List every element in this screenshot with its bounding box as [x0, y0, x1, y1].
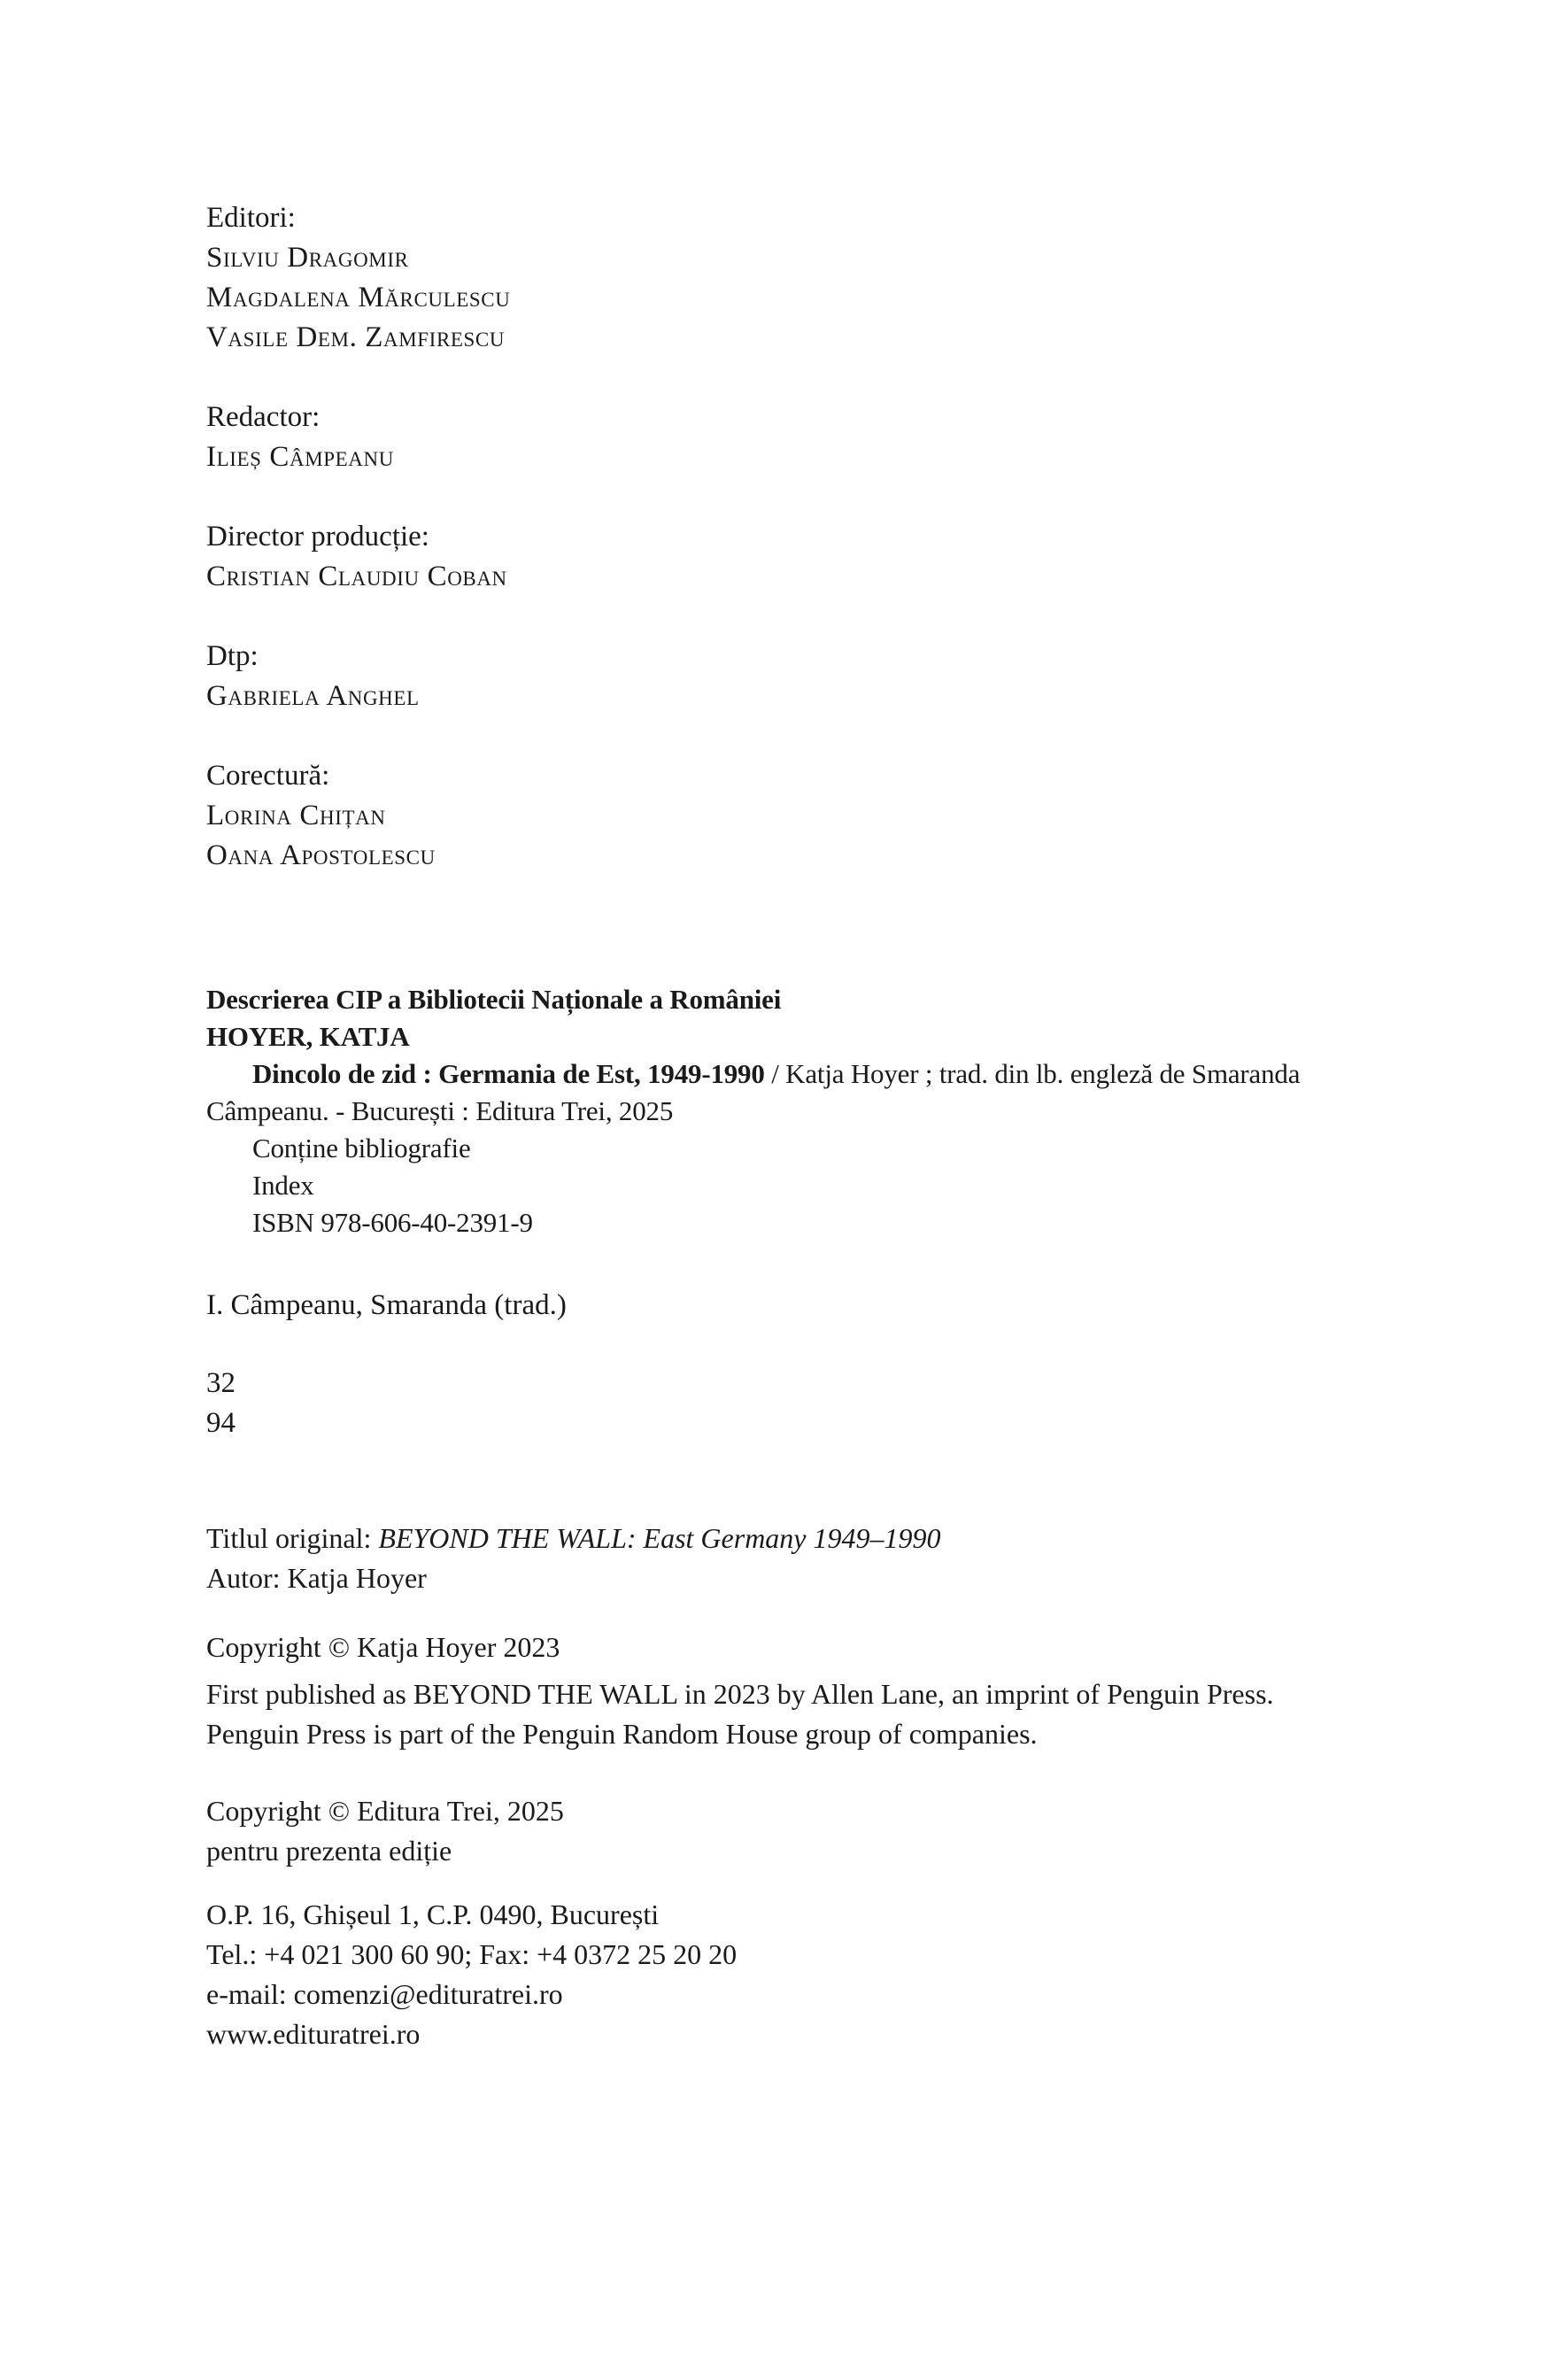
cip-title-rest: / Katja Hoyer ; trad. din lb. engleză de Smaranda — [764, 1058, 1301, 1089]
copyright-publisher-line: Copyright © Editura Trei, 2025 — [206, 1795, 564, 1827]
staff-role-label: Director producție: — [206, 521, 429, 553]
publisher-copyright-paragraph — [206, 1791, 1274, 1871]
staff-group-redactor — [206, 398, 510, 477]
original-title-text: BEYOND THE WALL: East Germany 1949–1990 — [378, 1522, 941, 1554]
publisher-email: e-mail: comenzi@edituratrei.ro — [206, 1978, 563, 2010]
cip-description-block — [206, 981, 1300, 1241]
first-published-line-2: Penguin Press is part of the Penguin Random House group of companies. — [206, 1718, 1038, 1750]
cip-class-code: 32 — [206, 1367, 236, 1399]
cip-title-line — [206, 1055, 1300, 1093]
cip-title-bold: Dincolo de zid : Germania de Est, 1949-1990 — [252, 1058, 765, 1089]
publisher-website: www.edituratrei.ro — [206, 2018, 421, 2050]
publisher-phone-fax: Tel.: +4 021 300 60 90; Fax: +4 0372 25 20 20 — [206, 1938, 738, 1970]
staff-name: Cristian Claudiu Coban — [206, 561, 507, 592]
copyright-author-line: Copyright © Katja Hoyer 2023 — [206, 1631, 560, 1663]
staff-role-label: Corectură: — [206, 760, 330, 792]
staff-name: Lorina Chițan — [206, 800, 386, 831]
cip-heading: Descrierea CIP a Bibliotecii Naționale a României — [206, 984, 782, 1015]
staff-role-label: Editori: — [206, 202, 296, 234]
cip-author-entry: HOYER, KATJA — [206, 1021, 410, 1052]
publisher-address: O.P. 16, Ghișeul 1, C.P. 0490, București — [206, 1898, 660, 1930]
cip-note-index: Index — [252, 1170, 314, 1201]
cip-isbn: ISBN 978-606-40-2391-9 — [252, 1207, 533, 1238]
cip-note-bibliography: Conține bibliografie — [252, 1133, 471, 1164]
staff-group-dtp — [206, 637, 510, 716]
first-published-line-1: First published as BEYOND THE WALL in 2023 by Allen Lane, an imprint of Penguin Press. — [206, 1678, 1274, 1710]
staff-name: Gabriela Anghel — [206, 680, 420, 712]
staff-name: Silviu Dragomir — [206, 242, 409, 274]
original-author-line: Autor: Katja Hoyer — [206, 1562, 427, 1594]
staff-group-editori — [206, 198, 510, 358]
first-published-paragraph — [206, 1674, 1274, 1754]
original-title-block — [206, 1519, 941, 1598]
staff-group-director-productie — [206, 517, 510, 597]
cip-class-code: 94 — [206, 1407, 236, 1439]
publisher-contact-block — [206, 1895, 737, 2054]
copyright-edition-line: pentru prezenta ediție — [206, 1835, 452, 1867]
staff-name: Ilieș Câmpeanu — [206, 441, 394, 473]
original-title-line — [206, 1519, 941, 1558]
original-title-label: Titlul original: — [206, 1522, 379, 1554]
staff-name: Magdalena Mărculescu — [206, 282, 511, 313]
cip-title-continuation: Câmpeanu. - București : Editura Trei, 2025 — [206, 1095, 674, 1126]
copyright-block — [206, 1627, 1274, 1871]
cip-translator-line: I. Câmpeanu, Smaranda (trad.) — [206, 1289, 567, 1321]
staff-credits — [206, 198, 510, 876]
cip-classification-codes — [206, 1364, 236, 1443]
staff-name: Oana Apostolescu — [206, 839, 436, 871]
staff-role-label: Redactor: — [206, 401, 321, 433]
cip-translator-entry — [206, 1286, 567, 1326]
staff-role-label: Dtp: — [206, 640, 259, 672]
staff-name: Vasile Dem. Zamfirescu — [206, 321, 506, 353]
staff-group-corectura — [206, 756, 510, 876]
